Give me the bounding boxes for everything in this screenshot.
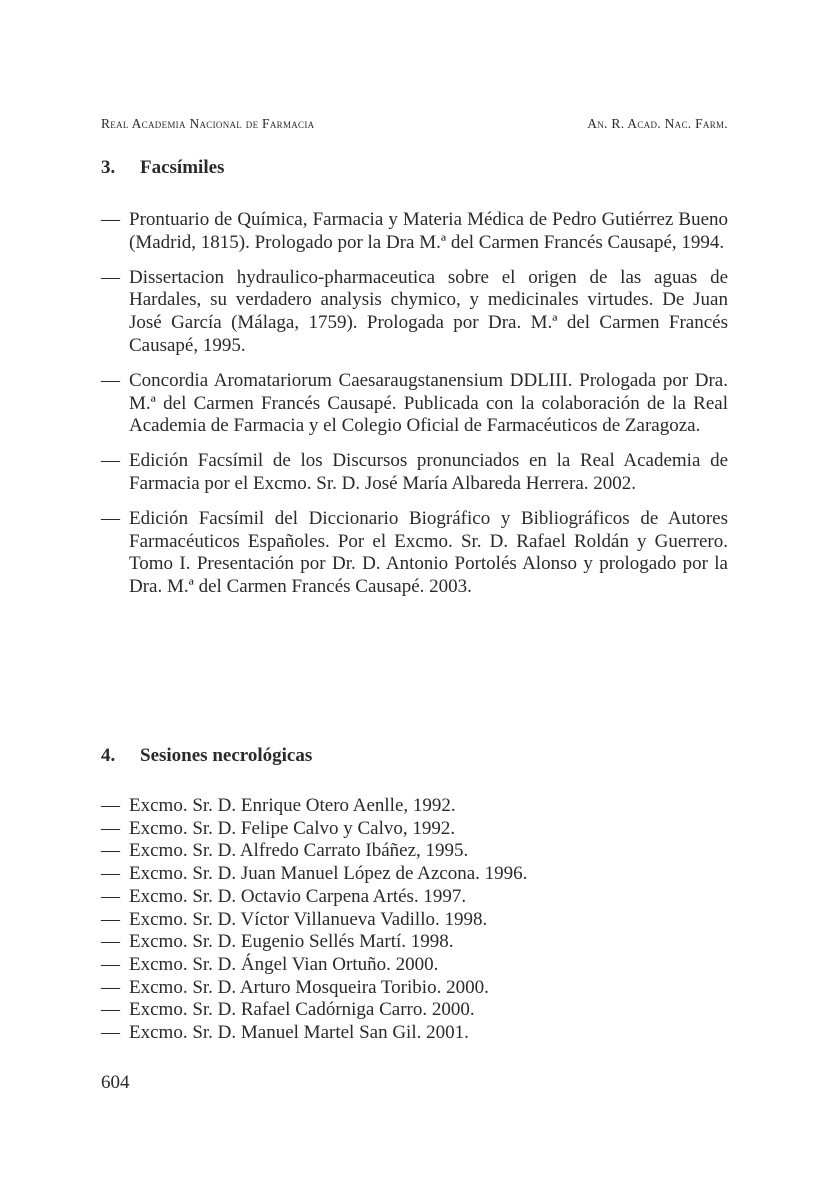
dash-marker: — xyxy=(101,863,120,885)
section-title-text: Facsímiles xyxy=(140,157,225,178)
list-item-text: Edición Facsímil del Diccionario Biográfico y Bibliográficos de Autores Farmacéuticos Españoles. Por el Excmo. Sr. D. Rafael Roldán y Guerrero. Tomo I. Presentación por Dr. D. Antonio Portolés Alonso y prologado por la Dra. M.ª del Carmen Francés Causapé. 2003. xyxy=(129,507,728,598)
dash-marker: — xyxy=(101,840,120,862)
list-item xyxy=(101,931,728,954)
dash-marker: — xyxy=(101,450,120,472)
list-item xyxy=(101,954,728,977)
list-item-text: Edición Facsímil de los Discursos pronunciados en la Real Academia de Farmacia por el Excmo. Sr. D. José María Albareda Herrera. 2002. xyxy=(129,450,728,494)
dash-marker: — xyxy=(101,999,120,1021)
running-header xyxy=(101,116,728,132)
dash-marker: — xyxy=(101,908,120,930)
list-item xyxy=(101,1022,728,1045)
list-item-text: Excmo. Sr. D. Octavio Carpena Artés. 1997. xyxy=(129,885,467,907)
header-journal-name: Real Academia Nacional de Farmacia xyxy=(101,116,315,131)
list-item-text: Excmo. Sr. D. Ángel Vian Ortuño. 2000. xyxy=(129,953,439,975)
list-item xyxy=(101,999,728,1022)
list-item xyxy=(101,267,728,358)
list-item xyxy=(101,840,728,863)
list-item-text: Excmo. Sr. D. Rafael Cadórniga Carro. 2000. xyxy=(129,999,475,1021)
dash-marker: — xyxy=(101,209,120,230)
dash-marker: — xyxy=(101,976,120,998)
facsimiles-list xyxy=(101,209,728,611)
list-item-text: Dissertacion hydraulico-pharmaceutica sobre el origen de las aguas de Hardales, su verdadero analysis chymico, y medicinales virtudes. De Juan José García (Málaga, 1759). Prologada por Dra. M.ª del Carmen Francés Causapé, 1995. xyxy=(129,266,728,356)
list-item-text: Excmo. Sr. D. Alfredo Carrato Ibáñez, 1995. xyxy=(129,840,469,862)
list-item xyxy=(101,209,728,254)
dash-marker: — xyxy=(101,931,120,953)
dash-marker: — xyxy=(101,507,120,529)
list-item xyxy=(101,818,728,841)
list-item xyxy=(101,450,728,495)
list-item-text: Excmo. Sr. D. Manuel Martel San Gil. 2001. xyxy=(129,1022,469,1044)
list-item-text: Prontuario de Química, Farmacia y Materia Médica de Pedro Gutiérrez Bueno (Madrid, 1815). Prologado por la Dra M.ª del Carmen Francés Causapé, 1994. xyxy=(129,209,728,253)
dash-marker: — xyxy=(101,266,120,288)
dash-marker: — xyxy=(101,885,120,907)
list-item xyxy=(101,977,728,1000)
list-item-text: Excmo. Sr. D. Enrique Otero Aenlle, 1992. xyxy=(129,795,456,816)
list-item xyxy=(101,909,728,932)
dash-marker: — xyxy=(101,817,120,839)
list-item-text: Excmo. Sr. D. Víctor Villanueva Vadillo. 1998. xyxy=(129,908,488,930)
list-item xyxy=(101,795,728,818)
list-item xyxy=(101,886,728,909)
header-journal-abbrev: An. R. Acad. Nac. Farm. xyxy=(587,116,728,131)
section-heading-necrologies xyxy=(101,745,312,767)
dash-marker: — xyxy=(101,795,120,816)
dash-marker: — xyxy=(101,369,120,391)
list-item-text: Excmo. Sr. D. Eugenio Sellés Martí. 1998. xyxy=(129,931,454,953)
list-item-text: Excmo. Sr. D. Juan Manuel López de Azcona. 1996. xyxy=(129,863,528,885)
list-item-text: Excmo. Sr. D. Arturo Mosqueira Toribio. 2000. xyxy=(129,976,489,998)
section-title-text: Sesiones necrológicas xyxy=(140,745,313,766)
section-heading-facsimiles xyxy=(101,157,224,179)
page-number: 604 xyxy=(101,1072,130,1093)
list-item-text: Excmo. Sr. D. Felipe Calvo y Calvo, 1992. xyxy=(129,817,456,839)
list-item-text: Concordia Aromatariorum Caesaraugstanensium DDLIII. Prologada por Dra. M.ª del Carmen Francés Causapé. Publicada con la colaboración de la Real Academia de Farmacia y el Colegio Oficial de Farmacéuticos de Zaragoza. xyxy=(129,369,728,437)
list-item xyxy=(101,508,728,599)
list-item xyxy=(101,370,728,438)
section-number: 3. xyxy=(101,157,116,178)
dash-marker: — xyxy=(101,953,120,975)
section-number: 4. xyxy=(101,745,116,766)
necrologies-list xyxy=(101,795,728,1045)
list-item xyxy=(101,863,728,886)
dash-marker: — xyxy=(101,1022,120,1044)
